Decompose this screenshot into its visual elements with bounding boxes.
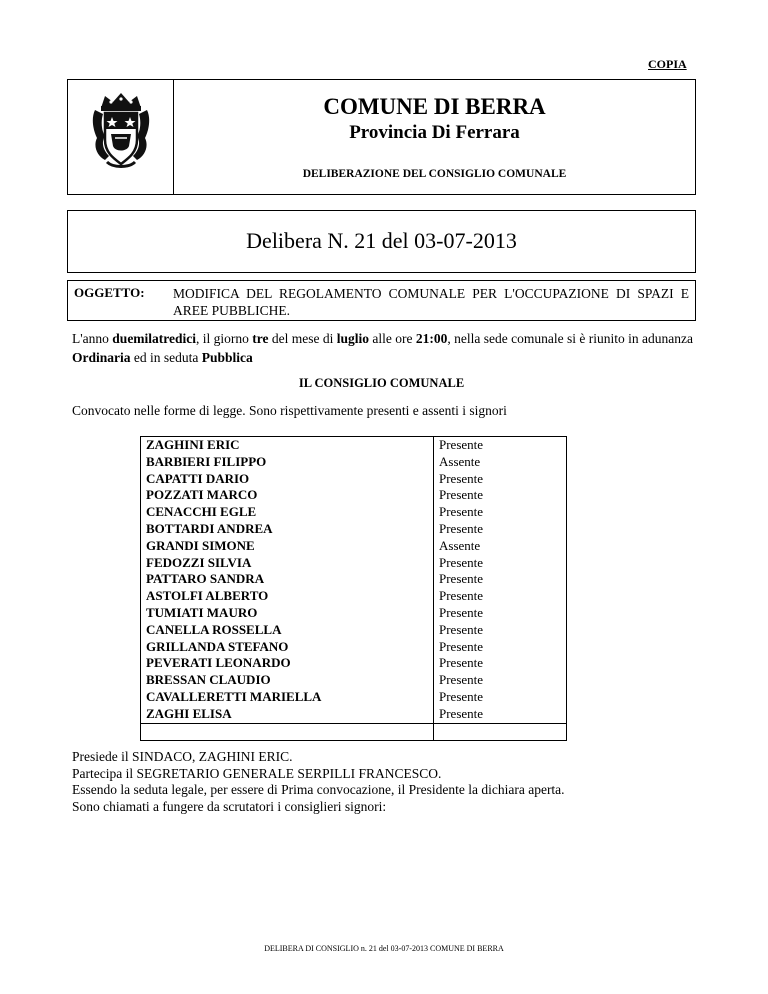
table-row xyxy=(141,588,567,605)
intro-session: Ordinaria xyxy=(72,350,131,365)
intro-paragraph: L'anno duemilatredici, il giorno tre del mese di luglio alle ore 21:00, nella sede comunale si è riunito in adunanza Ordinaria ed in seduta Pubblica xyxy=(72,331,693,365)
member-name: PEVERATI LEONARDO xyxy=(141,655,434,672)
closing-line: Sono chiamati a fungere da scrutatori i consiglieri signori: xyxy=(72,798,387,814)
member-status: Presente xyxy=(434,588,567,605)
member-status: Presente xyxy=(434,672,567,689)
member-status: Assente xyxy=(434,538,567,555)
member-status: Presente xyxy=(434,504,567,521)
convocato-text: Convocato nelle forme di legge. Sono rispettivamente presenti e assenti i signori xyxy=(72,403,507,418)
delibera-number: Delibera N. 21 del 03-07-2013 xyxy=(246,228,517,253)
member-name: BOTTARDI ANDREA xyxy=(141,521,434,538)
doc-type: DELIBERAZIONE DEL CONSIGLIO COMUNALE xyxy=(302,168,567,180)
member-status: Presente xyxy=(434,487,567,504)
intro-year: duemilatredici xyxy=(112,331,197,346)
member-status: Presente xyxy=(434,605,567,622)
intro-time: 21:00 xyxy=(415,331,448,346)
member-status: Presente xyxy=(434,471,567,488)
oggetto-text: MODIFICA DEL REGOLAMENTO COMUNALE PER L'OCCUPAZIONE DI SPAZI E AREE PUBBLICHE. xyxy=(173,286,689,318)
table-row xyxy=(141,437,567,454)
province-title: Provincia Di Ferrara xyxy=(349,122,520,143)
table-row xyxy=(141,655,567,672)
member-name: POZZATI MARCO xyxy=(141,487,434,504)
member-status: Presente xyxy=(434,622,567,639)
member-name: BRESSAN CLAUDIO xyxy=(141,672,434,689)
member-name: TUMIATI MAURO xyxy=(141,605,434,622)
crest-cell xyxy=(68,80,174,194)
table-row xyxy=(141,521,567,538)
closing-text xyxy=(72,749,565,815)
table-row xyxy=(141,471,567,488)
member-status: Presente xyxy=(434,437,567,454)
member-name: GRANDI SIMONE xyxy=(141,538,434,555)
page-footer: DELIBERA DI CONSIGLIO n. 21 del 03-07-2013 COMUNE DI BERRA xyxy=(264,944,504,953)
member-name: CAPATTI DARIO xyxy=(141,471,434,488)
comune-title: COMUNE DI BERRA xyxy=(323,94,546,119)
member-name: CAVALLERETTI MARIELLA xyxy=(141,689,434,706)
table-row xyxy=(141,454,567,471)
oggetto-box xyxy=(67,280,696,321)
consiglio-heading: IL CONSIGLIO COMUNALE xyxy=(298,376,465,390)
oggetto-label: OGGETTO: xyxy=(74,285,145,300)
intro-day: tre xyxy=(252,331,269,346)
member-name: CANELLA ROSSELLA xyxy=(141,622,434,639)
closing-line: Partecipa il SEGRETARIO GENERALE SERPILLI FRANCESCO. xyxy=(72,765,442,781)
closing-line: Presiede il SINDACO, ZAGHINI ERIC. xyxy=(72,749,293,764)
member-status: Presente xyxy=(434,689,567,706)
table-row xyxy=(141,689,567,706)
table-row xyxy=(141,487,567,504)
table-row xyxy=(141,571,567,588)
member-status: Presente xyxy=(434,639,567,656)
member-name: ZAGHI ELISA xyxy=(141,706,434,723)
empty-cell xyxy=(141,723,434,740)
member-name: BARBIERI FILIPPO xyxy=(141,454,434,471)
member-status: Presente xyxy=(434,521,567,538)
member-status: Presente xyxy=(434,706,567,723)
table-row xyxy=(141,605,567,622)
copia-label: COPIA xyxy=(648,57,687,71)
member-status: Presente xyxy=(434,571,567,588)
closing-line: Essendo la seduta legale, per essere di Prima convocazione, il Presidente la dichiara aperta. xyxy=(72,782,565,797)
member-name: ZAGHINI ERIC xyxy=(141,437,434,454)
member-status: Assente xyxy=(434,454,567,471)
table-row xyxy=(141,622,567,639)
table-row xyxy=(141,504,567,521)
empty-cell xyxy=(434,723,567,740)
table-row-empty xyxy=(141,723,567,740)
member-name: CENACCHI EGLE xyxy=(141,504,434,521)
header-box xyxy=(67,79,696,195)
member-name: PATTARO SANDRA xyxy=(141,571,434,588)
table-row xyxy=(141,672,567,689)
table-row xyxy=(141,555,567,572)
table-row xyxy=(141,538,567,555)
member-name: FEDOZZI SILVIA xyxy=(141,555,434,572)
delibera-box xyxy=(67,210,696,273)
table-row xyxy=(141,639,567,656)
member-status: Presente xyxy=(434,655,567,672)
member-name: GRILLANDA STEFANO xyxy=(141,639,434,656)
member-status: Presente xyxy=(434,555,567,572)
coat-of-arms-icon xyxy=(89,90,153,170)
intro-month: luglio xyxy=(336,331,370,346)
members-table xyxy=(140,436,567,741)
intro-mode: Pubblica xyxy=(201,350,253,365)
member-name: ASTOLFI ALBERTO xyxy=(141,588,434,605)
table-row xyxy=(141,706,567,723)
